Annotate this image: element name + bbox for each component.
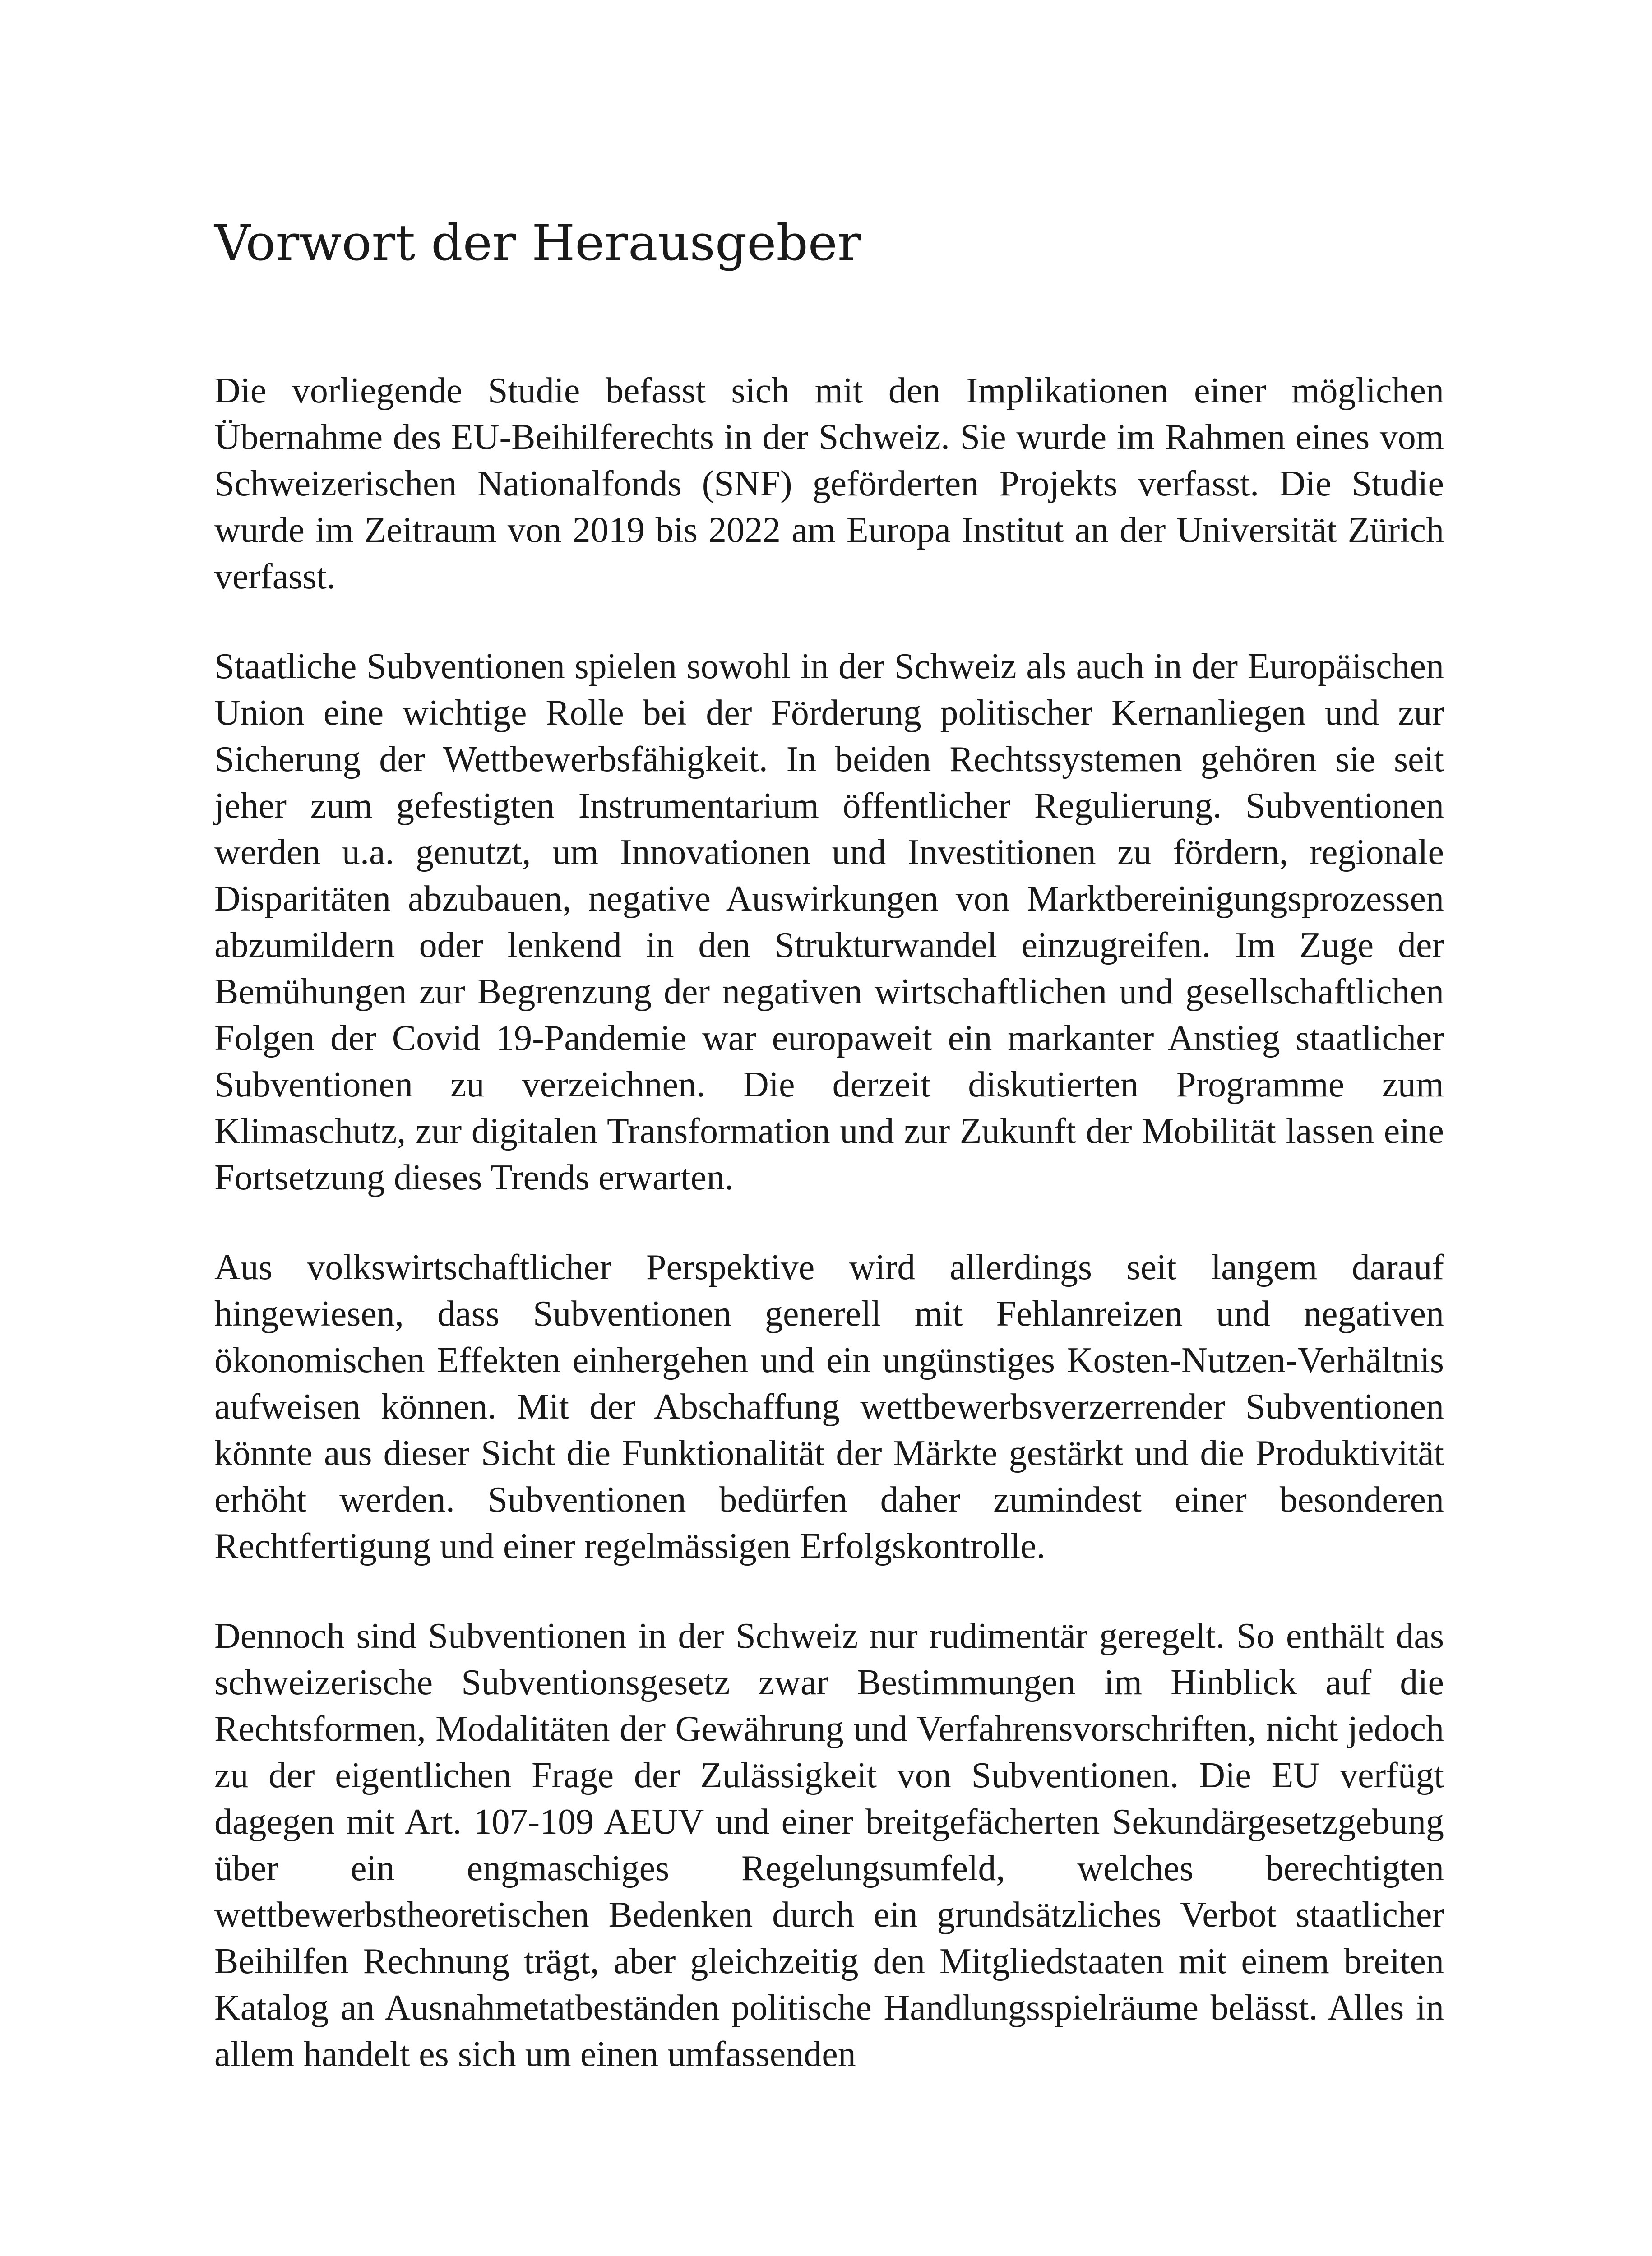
paragraph-1: Die vorliegende Studie befasst sich mit den Implikationen einer möglichen Übernahme des EU-Beihilferechts in der Schweiz. Sie wurde im Rahmen eines vom Schweizerischen Nationalfonds (SNF) geförderten Projekts verfasst. Die Studie wurde im Zeitraum von 2019 bis 2022 am Europa Institut an der Universität Zürich verfasst. — [214, 371, 1444, 596]
paragraph-3: Aus volkswirtschaftlicher Perspektive wird allerdings seit langem darauf hingewiesen, dass Subventionen generell mit Fehlanreizen und negativen ökonomischen Effekten einhergehen und ein ungünstiges Kosten-Nutzen-Verhältnis aufweisen können. Mit der Abschaffung wettbewerbsverzerrender Subventionen könnte aus dieser Sicht die Funktionalität der Märkte gestärkt und die Produktivität erhöht werden. Subventionen bedürfen daher zumindest einer besonderen Rechtfertigung und einer regelmässigen Erfolgskontrolle. — [214, 1248, 1444, 1566]
document-body — [214, 368, 1444, 2078]
paragraph-2: Staatliche Subventionen spielen sowohl in der Schweiz als auch in der Europäischen Union eine wichtige Rolle bei der Förderung politischer Kernanliegen und zur Sicherung der Wettbewerbsfähigkeit. In beiden Rechtssystemen gehören sie seit jeher zum gefestigten Instrumentarium öffentlicher Regulierung. Subventionen werden u.a. genutzt, um Innovationen und Investitionen zu fördern, regionale Disparitäten abzubauen, negative Auswirkungen von Marktbereinigungsprozessen abzumildern oder lenkend in den Strukturwandel einzugreifen. Im Zuge der Bemühungen zur Begrenzung der negativen wirtschaftlichen und gesellschaftlichen Folgen der Covid 19-Pandemie war europaweit ein markanter Anstieg staatlicher Subventionen zu verzeichnen. Die derzeit diskutierten Programme zum Klimaschutz, zur digitalen Transformation und zur Zukunft der Mobilität lassen eine Fortsetzung dieses Trends erwarten. — [214, 647, 1444, 1197]
page-title: Vorwort der Herausgeber — [214, 214, 861, 272]
paragraph-4: Dennoch sind Subventionen in der Schweiz nur rudimentär geregelt. So enthält das schweizerische Subventionsgesetz zwar Bestimmungen im Hinblick auf die Rechtsformen, Modalitäten der Gewährung und Verfahrensvorschriften, nicht jedoch zu der eigentlichen Frage der Zulässigkeit von Subventionen. Die EU verfügt dagegen mit Art. 107-109 AEUV und einer breitgefächerten Sekundärgesetzgebung über ein engmaschiges Regelungsumfeld, welches berechtigten wettbewerbstheoretischen Bedenken durch ein grundsätzliches Verbot staatlicher Beihilfen Rechnung trägt, aber gleichzeitig den Mitgliedstaaten mit einem breiten Katalog an Ausnahmetatbeständen politische Handlungsspielräume belässt. Alles in allem handelt es sich um einen umfassenden — [214, 1616, 1444, 2074]
